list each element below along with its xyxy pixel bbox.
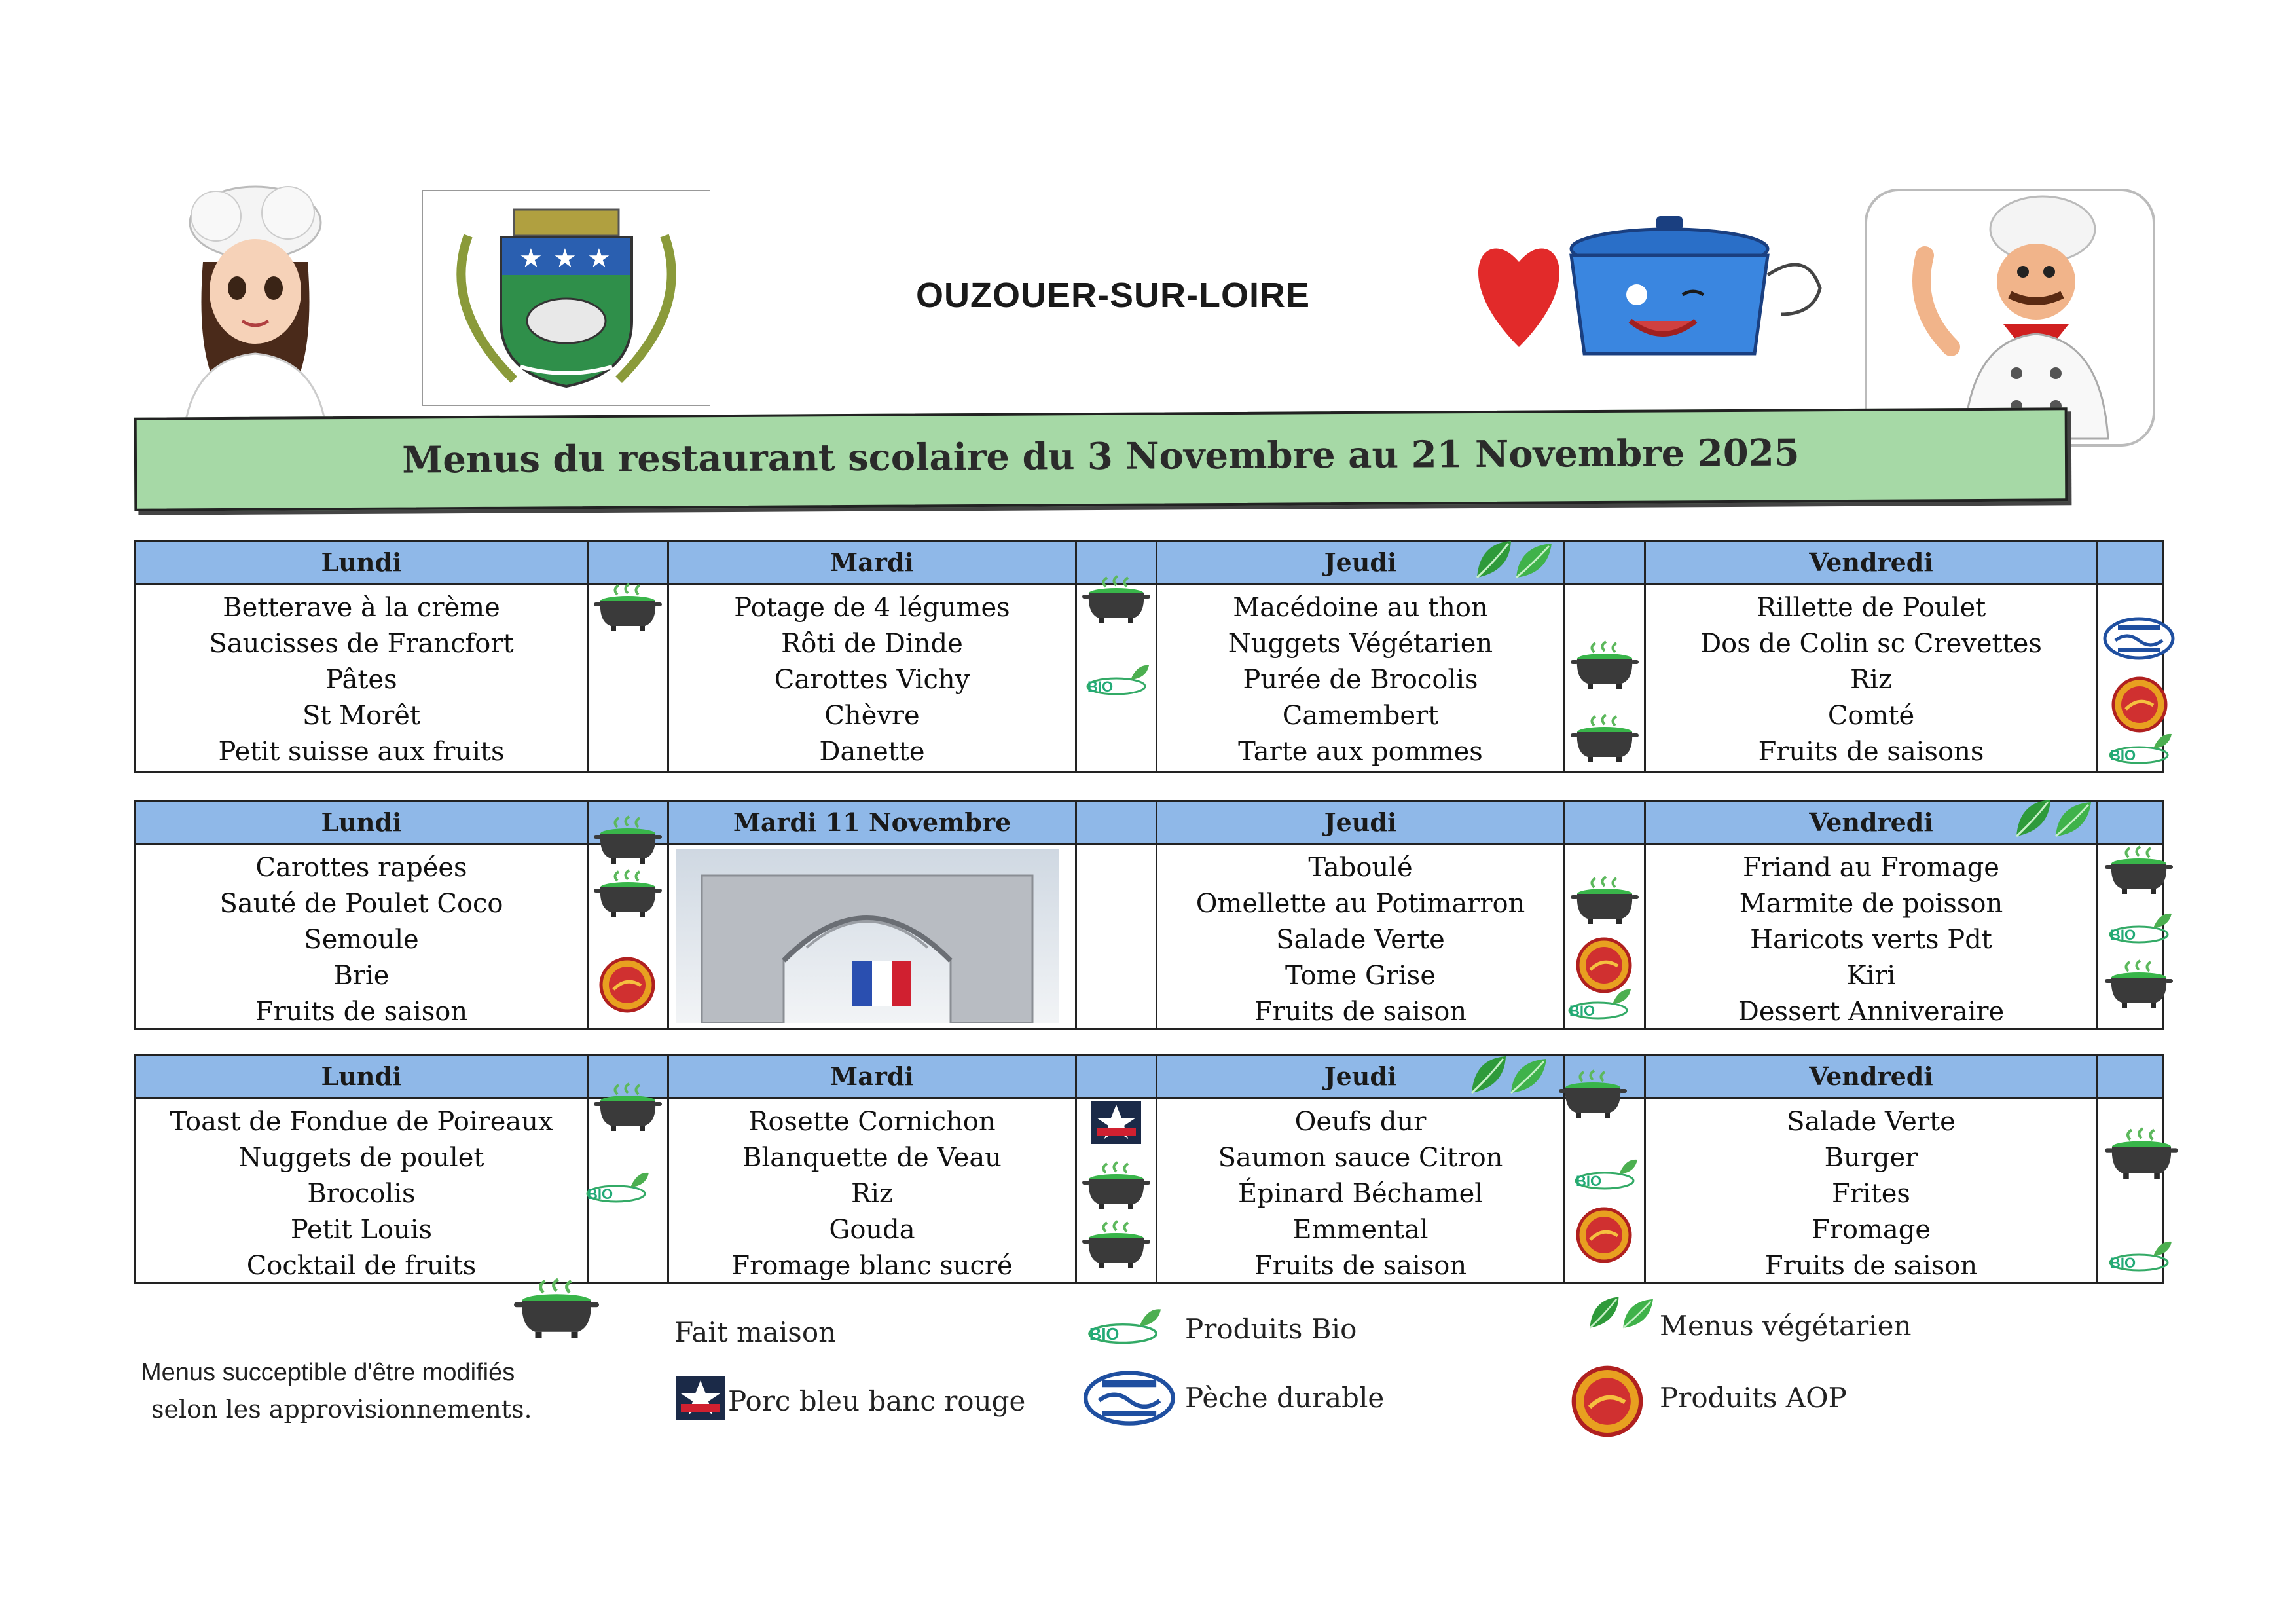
menu-item: Dos de Colin sc Crevettes [1700,629,2042,659]
day-header: Lundi [136,1056,587,1099]
menu-item: Haricots verts Pdt [1750,925,1992,955]
menu-item: Marmite de poisson [1739,889,2003,919]
cauldron-icon [591,815,665,866]
week-1-tuesday [669,542,1077,771]
bio-leaf-icon [2102,908,2176,948]
town-name: OUZOUER-SUR-LOIRE [916,276,1310,315]
menu-item: Riz [1850,665,1892,695]
legend-peche-durable: Pèche durable [1185,1382,1385,1414]
menu-item: Épinard Béchamel [1237,1179,1484,1209]
legend-cauldron-icon [511,1277,602,1342]
menu-banner [134,407,2068,511]
cauldron-icon [1080,575,1153,626]
week-3-tuesday [669,1056,1077,1282]
day-header: Mardi [669,542,1075,585]
menu-item: Purée de Brocolis [1243,665,1478,695]
green-leaves-icon [1470,537,1556,583]
menu-item: Fruits de saison [255,997,468,1027]
menu-item: Kiri [1846,961,1896,991]
menu-item: Saumon sauce Citron [1218,1143,1503,1173]
menu-item: Nuggets de poulet [238,1143,484,1173]
cauldron-icon [1568,640,1641,692]
week-1-friday-labels [2098,542,2162,771]
legend-fait-maison: Fait maison [674,1316,837,1348]
legend-aop-icon [1571,1365,1643,1437]
bio-leaf-icon [1561,984,1635,1024]
week-2-friday-labels [2098,802,2162,1028]
cauldron-icon [1568,714,1641,765]
menu-item: Blanquette de Veau [742,1143,1002,1173]
menu-item: Rôti de Dinde [781,629,963,659]
week-3-tuesday-labels [1077,1056,1157,1282]
bio-leaf-icon [1080,660,1153,699]
menu-item: Macédoine au thon [1233,593,1488,623]
week-3-monday [136,1056,589,1282]
cauldron-icon [1080,1161,1153,1212]
svg-text:★: ★ [519,244,543,274]
menu-item: Fromage [1811,1215,1931,1245]
pot-with-heart-illustration [1460,196,1840,386]
day-header: Vendredi [1646,1056,2096,1099]
week-2-tuesday-labels [1077,802,1157,1028]
cauldron-icon [591,869,665,920]
menu-item: Camembert [1282,701,1439,731]
menu-item: Salade Verte [1276,925,1445,955]
day-header: Jeudi [1157,542,1563,585]
menu-item: Petit Louis [290,1215,433,1245]
menu-item: Emmental [1292,1215,1429,1245]
menu-item: Rillette de Poulet [1756,593,1986,623]
menu-item: Potage de 4 légumes [734,593,1010,623]
bio-leaf-icon [579,1168,653,1207]
legend-peche-icon [1080,1369,1178,1428]
menu-item: Nuggets Végétarien [1228,629,1493,659]
aop-seal-icon [1576,1207,1632,1263]
week-2-monday [136,802,589,1028]
menu-item: Fromage blanc sucré [731,1251,1013,1281]
day-header: Mardi 11 Novembre [669,802,1075,845]
menu-item: Oeufs dur [1294,1107,1427,1137]
week-2-friday [1646,802,2098,1028]
week-1-friday [1646,542,2098,771]
day-header: Jeudi [1157,1056,1563,1099]
day-header: Mardi [669,1056,1075,1099]
menu-item: Pâtes [325,665,397,695]
menu-item: Betterave à la crème [223,593,500,623]
week-2-tuesday [669,802,1077,1028]
menu-item: Comté [1827,701,1915,731]
week-2-thursday [1157,802,1565,1028]
menu-item: Brocolis [307,1179,416,1209]
menu-item: Saucisses de Francfort [209,629,514,659]
bio-leaf-icon [1568,1154,1641,1194]
menu-item: Cocktail de fruits [246,1251,477,1281]
cauldron-icon [2102,845,2176,896]
week-3-monday-labels [589,1056,669,1282]
banner-title: Menus du restaurant scolaire du 3 Novembre au 21 Novembre 2025 [402,431,1800,482]
cauldron-icon [1080,1220,1153,1271]
menu-item: Semoule [304,925,419,955]
modification-note [141,1354,532,1428]
menu-item: Omellette au Potimarron [1195,889,1525,919]
menu-item: Carottes rapées [255,853,467,883]
menu-item: Tarte aux pommes [1238,737,1483,767]
green-leaves-icon [2010,796,2095,841]
bio-leaf-icon [2102,729,2176,768]
cauldron-icon [1568,876,1641,927]
week-1-thursday-labels [1565,542,1646,771]
svg-text:★: ★ [587,244,611,274]
legend-produits-aop: Produits AOP [1660,1382,1847,1414]
day-header: Lundi [136,542,587,585]
menu-item: Toast de Fondue de Poireaux [170,1107,553,1137]
menu-item: Fruits de saison [1254,997,1467,1027]
menu-item: St Morêt [302,701,421,731]
note-line-2: selon les approvisionnements. [151,1395,532,1424]
svg-text:★: ★ [553,244,577,274]
bio-leaf-icon [2102,1236,2176,1276]
menu-item: Fruits de saison [1254,1251,1467,1281]
cauldron-icon [1556,1069,1630,1120]
week-3-table [134,1054,2164,1284]
week-2-monday-labels [589,802,669,1028]
legend-porc: Porc bleu banc rouge [728,1385,1026,1417]
menu-item: Rosette Cornichon [748,1107,996,1137]
menu-item: Gouda [829,1215,915,1245]
menu-item: Carottes Vichy [774,665,970,695]
peche-durable-icon [2102,616,2176,661]
note-line-1: Menus succeptible d'être modifiés [141,1359,515,1386]
menu-item: Frites [1832,1179,1910,1209]
legend-menus-vegetarien: Menus végétarien [1660,1310,1912,1342]
legend-produits-bio: Produits Bio [1185,1313,1357,1345]
chef-woman-illustration [157,177,347,439]
week-3-thursday [1157,1056,1565,1282]
week-1-monday [136,542,589,771]
menu-item: Burger [1824,1143,1918,1173]
legend-porc-icon [674,1375,727,1421]
menu-item: Petit suisse aux fruits [218,737,505,767]
menu-item: Salade Verte [1787,1107,1956,1137]
day-header: Vendredi [1646,802,2096,845]
week-1-table [134,540,2164,773]
cauldron-icon [2102,1122,2181,1187]
week-3-friday [1646,1056,2098,1282]
week-1-monday-labels [589,542,669,771]
week-3-friday-labels [2098,1056,2162,1282]
week-2-thursday-labels [1565,802,1646,1028]
cauldron-icon [2102,959,2176,1010]
town-coat-of-arms [422,190,710,406]
week-3-thursday-labels [1565,1056,1646,1282]
menu-item: Fruits de saison [1764,1251,1978,1281]
day-header: Lundi [136,802,587,845]
menu-item: Danette [819,737,925,767]
week-2-table [134,800,2164,1030]
week-1-tuesday-labels [1077,542,1157,771]
menu-item: Fruits de saisons [1758,737,1984,767]
week-1-thursday [1157,542,1565,771]
aop-seal-icon [2111,676,2168,733]
aop-seal-icon [599,957,655,1013]
green-leaves-icon [1465,1052,1550,1098]
legend-bio-icon [1080,1303,1165,1349]
cauldron-icon [591,1082,665,1134]
legend-leaves-icon [1584,1283,1656,1342]
menu-item: Riz [851,1179,893,1209]
cauldron-icon [591,583,665,634]
menu-item: Sauté de Poulet Coco [219,889,503,919]
day-header: Vendredi [1646,542,2096,585]
menu-item: Chèvre [824,701,920,731]
day-header: Jeudi [1157,802,1563,845]
arc-de-triomphe-photo [676,849,1059,1023]
menu-item: Tome Grise [1285,961,1436,991]
porc-label-icon [1090,1099,1142,1145]
menu-item: Brie [333,961,390,991]
menu-item: Dessert Anniveraire [1738,997,2005,1027]
menu-item: Taboulé [1308,853,1413,883]
menu-item: Friand au Fromage [1743,853,1999,883]
